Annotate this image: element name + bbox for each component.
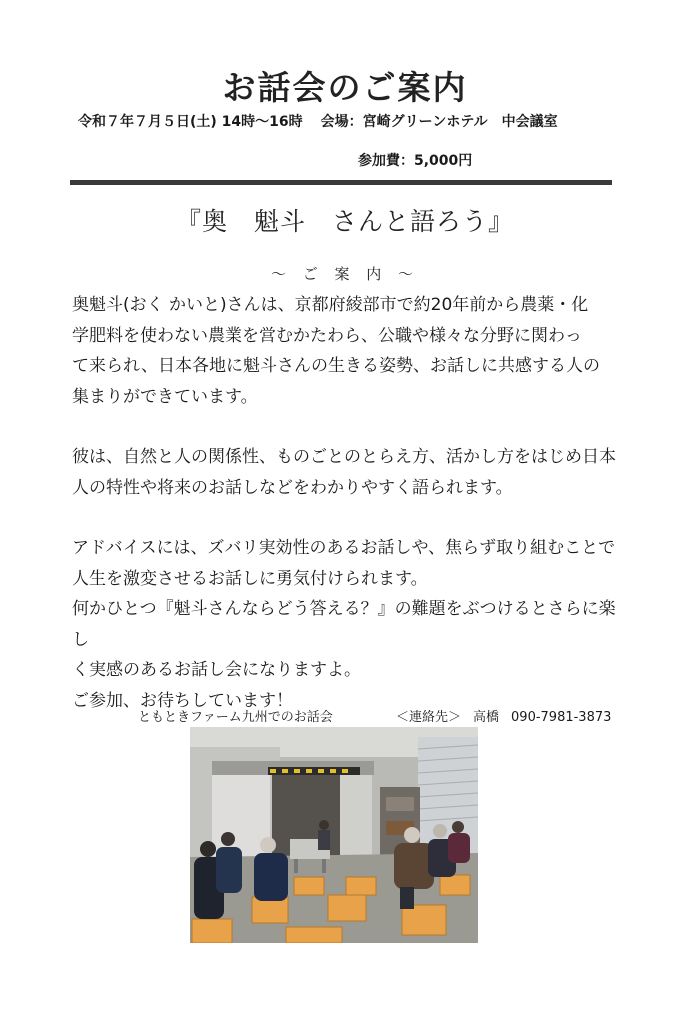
- text-line: く実感のあるお話し会になりますよ。: [72, 660, 361, 680]
- text-line: 何かひとつ『魁斗さんならどう答える？』の難題をぶつけるとさらに楽し: [72, 599, 616, 650]
- contact-label: ＜連絡先＞: [396, 710, 462, 725]
- text-line: ご参加、お待ちしています！: [72, 690, 293, 711]
- event-subtitle: 『奥 魁斗 さんと語ろう』: [175, 207, 514, 236]
- text-line: 奥魁斗(おく かいと)さんは、京都府綾部市で約20年前から農薬・化: [72, 295, 589, 315]
- text-line: て来られ、日本各地に魁斗さんの生きる姿勢、お話しに共感する人の: [72, 356, 601, 376]
- guide-heading: ～ ご 案 内 ～: [270, 265, 420, 283]
- paragraph-advice: [72, 533, 620, 716]
- text-line: 人生を激変させるお話しに勇気付けられます。: [72, 568, 428, 589]
- photo-of-talk-session-icon: [190, 727, 478, 943]
- event-date-venue: [78, 111, 558, 131]
- text-line: 集まりができています。: [72, 386, 258, 407]
- text-line: アドバイスには、ズバリ実効性のあるお話しや、焦らず取り組むことで: [72, 538, 616, 558]
- body-text: [72, 290, 620, 746]
- contact-phone: 090-7981-3873: [511, 710, 612, 725]
- contact-name: 高橋: [473, 710, 500, 725]
- text-line: 学肥料を使わない農業を営むかたわら、公職や様々な分野に関わっ: [72, 325, 582, 346]
- page-title: お話会のご案内: [222, 68, 468, 107]
- event-venue: 会場：宮崎グリーンホテル 中会議室: [320, 114, 558, 130]
- photo-caption: ともときファーム九州でのお話会: [138, 710, 333, 725]
- paragraph-intro: [72, 290, 620, 412]
- contact-info: [396, 706, 611, 725]
- event-date-time: 令和７年７月５日(土) 14時～16時: [78, 114, 303, 130]
- text-line: 彼は、自然と人の関係性、ものごとのとらえ方、活かし方をはじめ日本: [72, 447, 616, 467]
- divider-rule: [70, 180, 612, 185]
- participation-fee: 参加費：5,000円: [358, 153, 473, 169]
- paragraph-topics: [72, 442, 620, 503]
- text-line: 人の特性や将来のお話しなどをわかりやすく語られます。: [72, 477, 513, 498]
